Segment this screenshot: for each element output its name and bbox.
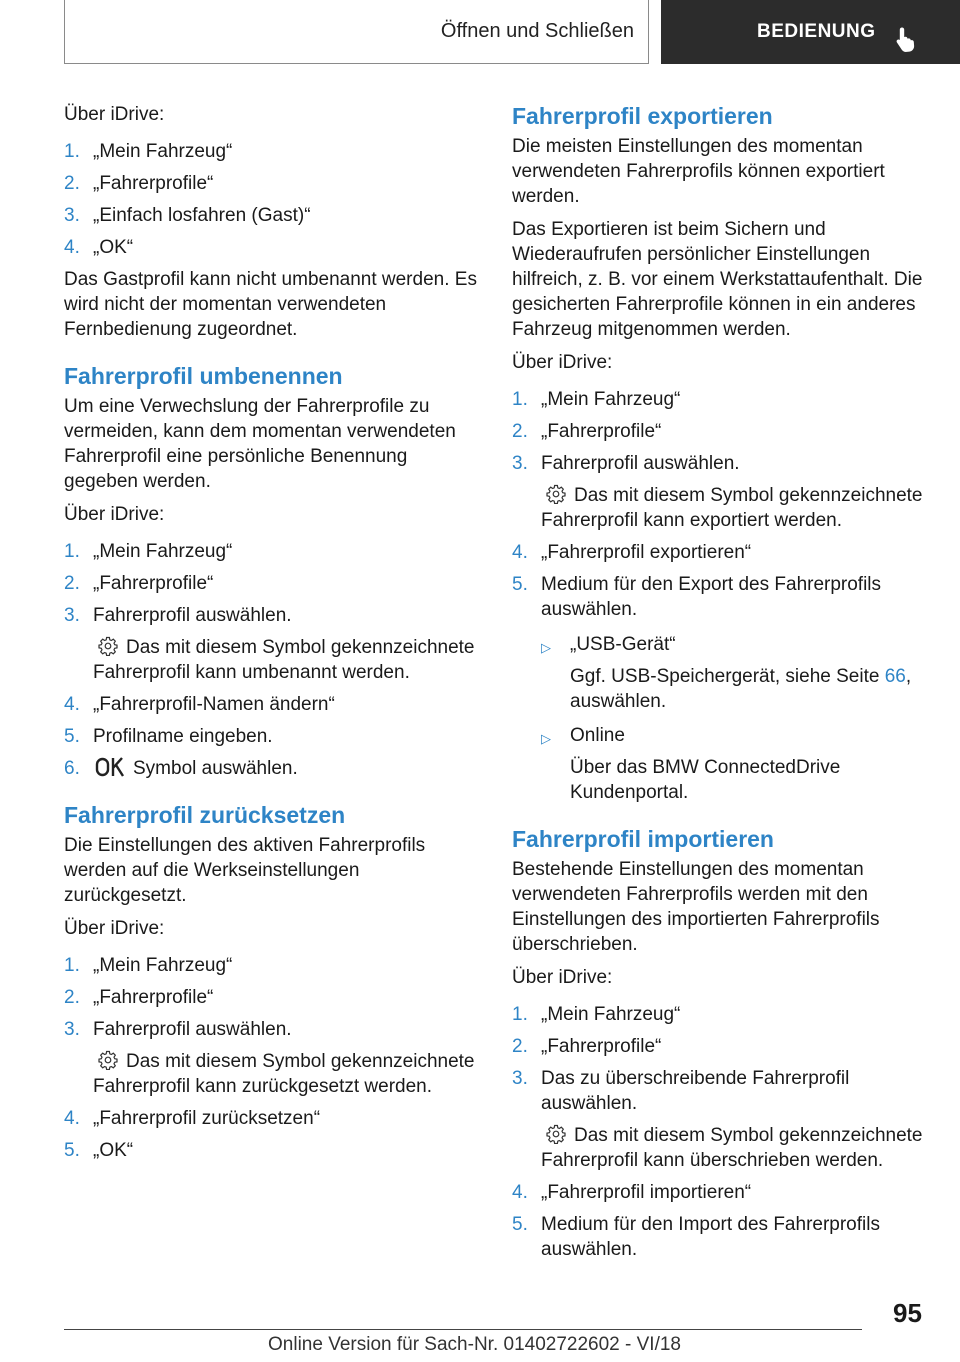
gear-icon	[546, 484, 566, 504]
step-number: 4.	[64, 1108, 80, 1129]
step-number: 3.	[64, 1019, 80, 1040]
import-steps-list	[512, 1002, 928, 1262]
gear-icon	[98, 636, 118, 656]
option-description-text: Ggf. USB-Speichergerät, siehe Seite	[570, 666, 885, 687]
reset-intro: Über iDrive:	[64, 918, 165, 939]
guest-note: Das Gastprofil kann nicht umbenannt werden. Es wird nicht der momentan verwendeten Fernbedienung zugeordnet.	[64, 269, 477, 340]
list-item	[512, 1066, 928, 1173]
list-item	[512, 1180, 928, 1205]
list-item	[64, 171, 478, 196]
option-description: Über das BMW ConnectedDrive Kundenportal.	[570, 757, 841, 803]
list-item	[512, 540, 928, 565]
step-number: 3.	[512, 1068, 528, 1089]
step-text: „OK“	[93, 237, 134, 258]
step-number: 4.	[512, 542, 528, 563]
option-description-text: , auswählen.	[570, 666, 912, 712]
step-text: „Mein Fahrzeug“	[541, 1004, 681, 1025]
step-text: „Mein Fahrzeug“	[93, 955, 233, 976]
triangle-bullet-icon: ▷	[541, 731, 551, 746]
header-section-title: Öffnen und Schließen	[440, 20, 634, 42]
section-heading-rename: Fahrerprofil umbenennen	[64, 363, 343, 389]
step-number: 5.	[512, 1214, 528, 1235]
list-item	[512, 387, 928, 412]
rename-steps-list	[64, 539, 478, 781]
list-item	[64, 603, 478, 685]
step-text: Medium für den Import des Fahrerprofils auswählen.	[541, 1214, 880, 1260]
left-column	[64, 102, 478, 1170]
ok-icon	[95, 756, 125, 778]
step-text: „Fahrerprofil-Namen ändern“	[93, 694, 335, 715]
export-medium-options	[541, 632, 928, 805]
step-text: Profilname eingeben.	[93, 726, 273, 747]
footer-version-text: Online Version für Sach-Nr. 01402722602 - VI/18	[268, 1334, 681, 1355]
step-number: 4.	[512, 1182, 528, 1203]
step-text: Fahrerprofil auswählen.	[541, 453, 740, 474]
import-text: Bestehende Einstellungen des momentan verwendeten Fahrerprofils werden mit den Einstellungen des importierten Fahrerprofils überschrieben.	[512, 859, 880, 955]
step-number: 1.	[64, 541, 80, 562]
hand-pointer-icon	[893, 25, 921, 53]
section-heading-export: Fahrerprofil exportieren	[512, 103, 773, 129]
list-item	[64, 1138, 478, 1163]
reset-steps-list	[64, 953, 478, 1163]
step-text: „Fahrerprofile“	[541, 1036, 662, 1057]
step-text: „Fahrerprofile“	[93, 573, 214, 594]
step-number: 2.	[512, 421, 528, 442]
list-item	[512, 1212, 928, 1262]
step-text: Fahrerprofil auswählen.	[93, 605, 292, 626]
list-item	[512, 1002, 928, 1027]
step-subtext	[541, 483, 928, 533]
reset-text: Die Einstellungen des aktiven Fahrerprofils werden auf die Werkseinstellungen zurückgesetzt.	[64, 835, 426, 906]
step-number: 2.	[512, 1036, 528, 1057]
list-item	[64, 139, 478, 164]
guest-steps-list	[64, 139, 478, 260]
step-number: 2.	[64, 573, 80, 594]
step-text: „Fahrerprofile“	[93, 173, 214, 194]
option-item	[541, 632, 928, 714]
gear-icon	[98, 1050, 118, 1070]
intro-text: Über iDrive:	[64, 104, 165, 125]
step-number: 3.	[64, 605, 80, 626]
step-text: „Mein Fahrzeug“	[541, 389, 681, 410]
step-text: „Fahrerprofile“	[541, 421, 662, 442]
export-steps-list	[512, 387, 928, 805]
step-text: „Fahrerprofil exportieren“	[541, 542, 752, 563]
step-text: „Mein Fahrzeug“	[93, 141, 233, 162]
option-title: Online	[570, 725, 625, 746]
header-chapter-title: BEDIENUNG	[757, 21, 876, 42]
step-subtext-label: Das mit diesem Symbol gekennzeichnete Fahrerprofil kann überschrieben werden.	[541, 1125, 923, 1171]
step-text: „Fahrerprofile“	[93, 987, 214, 1008]
right-column	[512, 102, 928, 1269]
list-item	[64, 539, 478, 564]
step-subtext-label: Das mit diesem Symbol gekennzeichnete Fahrerprofil kann zurückgesetzt werden.	[93, 1051, 475, 1097]
list-item	[512, 419, 928, 444]
step-number: 5.	[512, 574, 528, 595]
option-item	[541, 723, 928, 805]
option-description	[570, 664, 928, 714]
option-title: „USB-Gerät“	[570, 634, 676, 655]
step-subtext-label: Das mit diesem Symbol gekennzeichnete Fahrerprofil kann exportiert werden.	[541, 485, 923, 531]
list-item	[64, 1017, 478, 1099]
header-section-tab	[64, 0, 649, 64]
import-intro: Über iDrive:	[512, 967, 613, 988]
list-item	[64, 724, 478, 749]
step-number: 2.	[64, 987, 80, 1008]
step-text: „OK“	[93, 1140, 134, 1161]
step-number: 1.	[512, 1004, 528, 1025]
page-number: 95	[893, 1298, 922, 1328]
list-item	[64, 1106, 478, 1131]
triangle-bullet-icon: ▷	[541, 640, 551, 655]
section-heading-reset: Fahrerprofil zurücksetzen	[64, 802, 346, 828]
step-subtext	[93, 635, 478, 685]
footer-divider	[64, 1329, 862, 1330]
step-number: 5.	[64, 726, 80, 747]
rename-text: Um eine Verwechslung der Fahrerprofile zu vermeiden, kann dem momentan verwendeten Fahrerprofil eine persönliche Benennung gegeben werden.	[64, 396, 456, 492]
step-number: 6.	[64, 758, 80, 779]
list-item	[64, 985, 478, 1010]
list-item	[64, 756, 478, 781]
step-text: Medium für den Export des Fahrerprofils auswählen.	[541, 574, 882, 620]
step-text: „Fahrerprofil zurücksetzen“	[93, 1108, 321, 1129]
step-text: Das zu überschreibende Fahrerprofil auswählen.	[541, 1068, 850, 1114]
step-subtext-label: Das mit diesem Symbol gekennzeichnete Fahrerprofil kann umbenannt werden.	[93, 637, 475, 683]
step-number: 3.	[64, 205, 80, 226]
step-number: 4.	[64, 237, 80, 258]
list-item	[64, 571, 478, 596]
list-item	[512, 1034, 928, 1059]
step-number: 5.	[64, 1140, 80, 1161]
step-text: Fahrerprofil auswählen.	[93, 1019, 292, 1040]
list-item	[64, 235, 478, 260]
page-link[interactable]: 66	[884, 666, 906, 687]
step-number: 1.	[64, 955, 80, 976]
list-item	[64, 953, 478, 978]
list-item	[512, 572, 928, 805]
export-text-1: Die meisten Einstellungen des momentan verwendeten Fahrerprofils können exportiert werden.	[512, 136, 885, 207]
step-number: 1.	[512, 389, 528, 410]
step-subtext	[93, 1049, 478, 1099]
section-heading-import: Fahrerprofil importieren	[512, 826, 774, 852]
step-number: 4.	[64, 694, 80, 715]
step-text: „Einfach losfahren (Gast)“	[93, 205, 311, 226]
step-number: 3.	[512, 453, 528, 474]
export-intro: Über iDrive:	[512, 352, 613, 373]
rename-intro: Über iDrive:	[64, 504, 165, 525]
step-text: „Mein Fahrzeug“	[93, 541, 233, 562]
step-text: Symbol auswählen.	[133, 758, 298, 779]
step-subtext	[541, 1123, 928, 1173]
export-text-2: Das Exportieren ist beim Sichern und Wiederaufrufen persönlicher Einstellungen hilfreich, z. B. vor einem Werkstattaufenthalt. Die gesicherten Fahrerprofile können in ein anderes Fahrzeug mitgenommen werden.	[512, 219, 923, 340]
list-item	[64, 692, 478, 717]
list-item	[64, 203, 478, 228]
step-text: „Fahrerprofil importieren“	[541, 1182, 752, 1203]
list-item	[512, 451, 928, 533]
step-number: 1.	[64, 141, 80, 162]
step-number: 2.	[64, 173, 80, 194]
gear-icon	[546, 1124, 566, 1144]
